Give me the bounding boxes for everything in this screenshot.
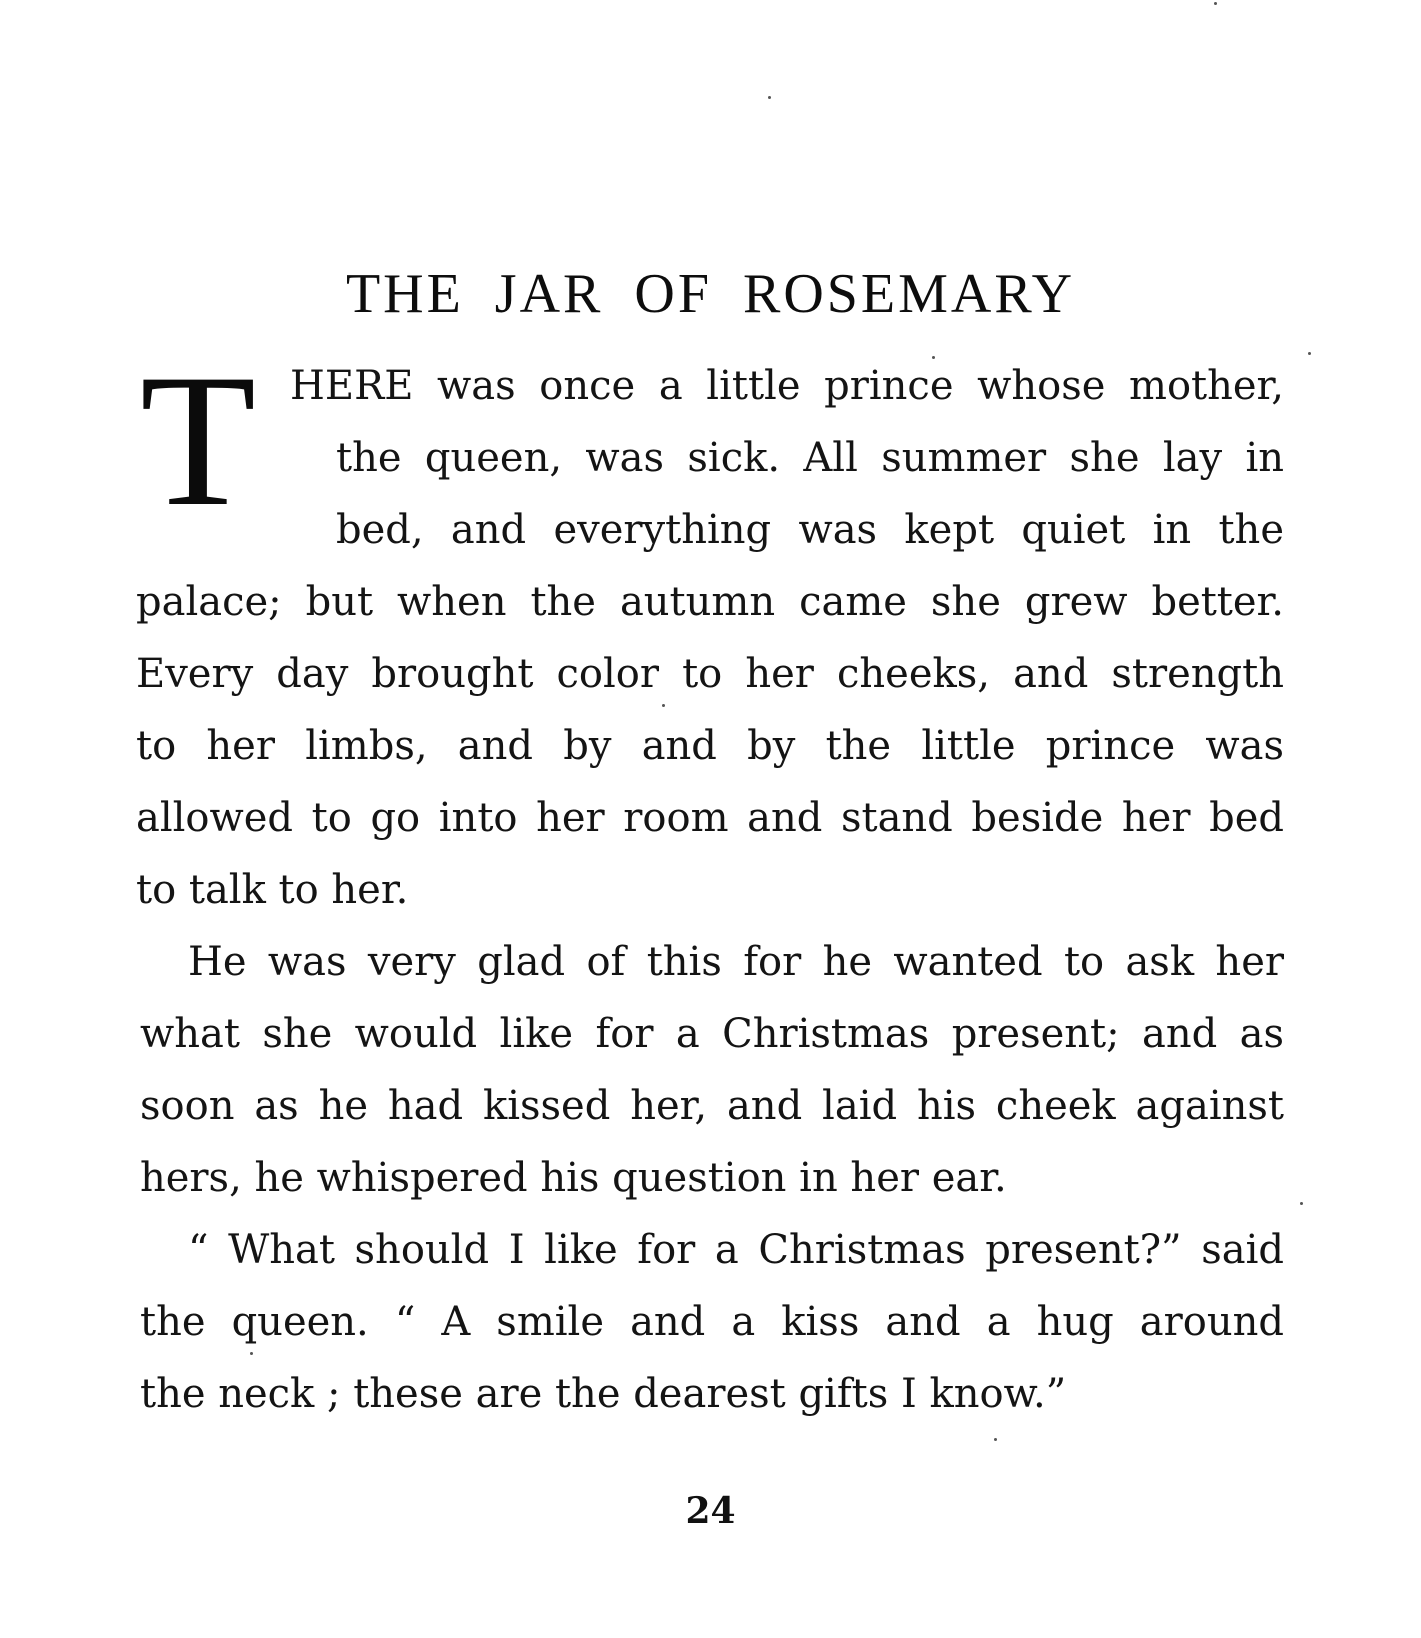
story-title: THE JAR OF ROSEMARY <box>345 263 1076 325</box>
scan-speck <box>994 1438 997 1441</box>
text-line: allowed to go into her room and stand beside her bed <box>136 795 1284 841</box>
text-line: He was very glad of this for he wanted to ask her <box>188 939 1284 985</box>
scan-speck <box>662 704 665 707</box>
text-line: “ What should I like for a Christmas present?” said <box>188 1227 1284 1273</box>
page-number: 24 <box>685 1490 736 1532</box>
text-line: hers, he whispered his question in her ear. <box>140 1155 1007 1201</box>
text-line: the neck ; these are the dearest gifts I know.” <box>140 1371 1067 1417</box>
scan-speck <box>1214 2 1217 5</box>
text-line: what she would like for a Christmas present; and as <box>140 1011 1284 1057</box>
text-line: palace; but when the autumn came she grew better. <box>136 579 1284 625</box>
text-line: Every day brought color to her cheeks, and strength <box>136 651 1284 697</box>
scan-speck <box>1308 352 1311 355</box>
drop-cap: T <box>140 336 257 546</box>
text-line: HERE was once a little prince whose mother, <box>290 363 1284 409</box>
scan-speck <box>932 356 935 359</box>
text-line: bed, and everything was kept quiet in the <box>336 507 1284 553</box>
text-line: to talk to her. <box>136 867 409 913</box>
text-line: the queen. “ A smile and a kiss and a hug around <box>140 1299 1284 1345</box>
scan-speck <box>768 96 771 99</box>
text-line: to her limbs, and by and by the little prince was <box>136 723 1284 769</box>
text-line: the queen, was sick. All summer she lay in <box>336 435 1284 481</box>
text-line: soon as he had kissed her, and laid his cheek against <box>140 1083 1284 1129</box>
scan-speck <box>1300 1202 1303 1205</box>
scan-speck <box>250 1352 253 1355</box>
